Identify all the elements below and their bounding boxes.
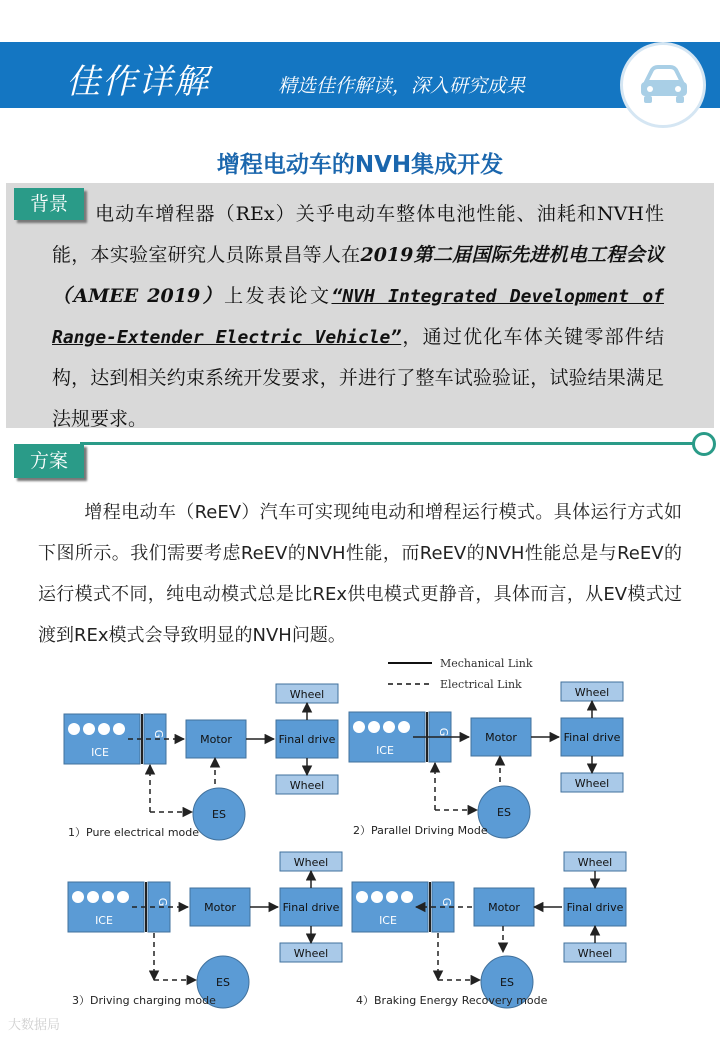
legend-mechanical: Mechanical Link: [440, 657, 533, 670]
mode-4-wheel-bottom-label: Wheel: [577, 947, 613, 960]
mode-1-caption: 1）Pure electrical mode: [68, 826, 200, 839]
car-icon: [638, 62, 690, 106]
mode-4-ice-cylinder: [386, 891, 398, 903]
mode-2-ice-cylinder: [353, 721, 365, 733]
mode-3-ice-cylinder: [102, 891, 114, 903]
mode-3-generator-label: G: [156, 897, 169, 907]
mode-4-motor-label: Motor: [488, 901, 520, 914]
solution-tag: 方案: [14, 444, 84, 478]
mode-1-generator-label: G: [152, 729, 165, 739]
mode-1-ice-cylinder: [68, 723, 80, 735]
mode-2-wheel-bottom-label: Wheel: [574, 777, 610, 790]
mode-3-ice-label: ICE: [95, 914, 113, 927]
paper-title: “NVH Integrated Development of Range-Extender Electric Vehicle”: [52, 286, 665, 348]
solution-paragraph: [38, 492, 682, 656]
legend-electrical: Electrical Link: [440, 678, 522, 691]
header-subtitle: 精选佳作解读，深入研究成果: [278, 75, 526, 97]
operating-modes-diagram: [0, 650, 720, 1040]
mode-3-ice-cylinder: [117, 891, 129, 903]
divider-knob: [692, 432, 716, 456]
background-text-3: ，通过优化车体关键零部件结构，达到相关约束系统开发要求，并进行了整车试验验证，试验结果满足法规要求。: [52, 326, 664, 430]
solution-text: 增程电动车（ReEV）汽车可实现纯电动和增程运行模式。具体运行方式如下图所示。我们需要考虑ReEV的NVH性能，而ReEV的NVH性能总是与ReEV的运行模式不同，纯电动模式总是比REx供电模式更静音，具体而言，从EV模式过渡到REx模式会导致明显的NVH问题。: [38, 502, 682, 646]
mode-1-ice-cylinder: [113, 723, 125, 735]
mode-4-wheel-top-label: Wheel: [577, 856, 613, 869]
mode-3-caption: 3）Driving charging mode: [72, 994, 216, 1007]
mode-1-ice-cylinder: [98, 723, 110, 735]
mode-2-motor-label: Motor: [485, 731, 517, 744]
mode-1-final-drive-label: Final drive: [278, 733, 336, 746]
mode-2-ice-label: ICE: [376, 744, 394, 757]
mode-2-ice-cylinder: [383, 721, 395, 733]
mode-4-es-label: ES: [500, 976, 514, 989]
background-paragraph: [52, 194, 664, 440]
mode-3-es-label: ES: [216, 976, 230, 989]
background-text-1: 电动车增程器（REx）关乎电动车整体电池性能、油耗和NVH性能，本实验室研究人员陈景昌等人在: [52, 203, 664, 266]
mode-4-ice-cylinder: [371, 891, 383, 903]
mode-2-es-label: ES: [497, 806, 511, 819]
mode-4-ice-cylinder: [356, 891, 368, 903]
mode-2-wheel-top-label: Wheel: [574, 686, 610, 699]
mode-2-caption: 2）Parallel Driving Mode: [353, 824, 488, 837]
mode-2-ice-cylinder: [398, 721, 410, 733]
mode-1-motor-label: Motor: [200, 733, 232, 746]
mode-1-wheel-top-label: Wheel: [289, 688, 325, 701]
background-tag: 背景: [14, 188, 84, 220]
mode-3-final-drive-label: Final drive: [282, 901, 340, 914]
conference-name: 2019第二届国际先进机电工程会议（AMEE 2019）: [52, 244, 664, 307]
article-title: 增程电动车的NVH集成开发: [216, 152, 504, 178]
mode-1-ice-label: ICE: [91, 746, 109, 759]
mode-4-generator-label: G: [440, 897, 453, 907]
mode-4-caption: 4）Braking Energy Recovery mode: [356, 994, 548, 1007]
mode-4-final-drive-label: Final drive: [566, 901, 624, 914]
mode-3-wheel-top-label: Wheel: [293, 856, 329, 869]
mode-1-wheel-bottom-label: Wheel: [289, 779, 325, 792]
watermark: 大数据局: [8, 1018, 61, 1033]
background-text-2: 上发表论文: [224, 285, 332, 307]
mode-4-ice-label: ICE: [379, 914, 397, 927]
mode-4-ice-cylinder: [401, 891, 413, 903]
mode-2-ice-cylinder: [368, 721, 380, 733]
mode-2-final-drive-label: Final drive: [563, 731, 621, 744]
header-title: 佳作详解: [66, 62, 210, 102]
mode-3-wheel-bottom-label: Wheel: [293, 947, 329, 960]
mode-3-ice-cylinder: [72, 891, 84, 903]
mode-3-motor-label: Motor: [204, 901, 236, 914]
mode-1-ice-cylinder: [83, 723, 95, 735]
mode-1-es-label: ES: [212, 808, 226, 821]
section-divider: [80, 442, 698, 445]
mode-3-ice-cylinder: [87, 891, 99, 903]
mode-2-generator-label: G: [437, 727, 450, 737]
